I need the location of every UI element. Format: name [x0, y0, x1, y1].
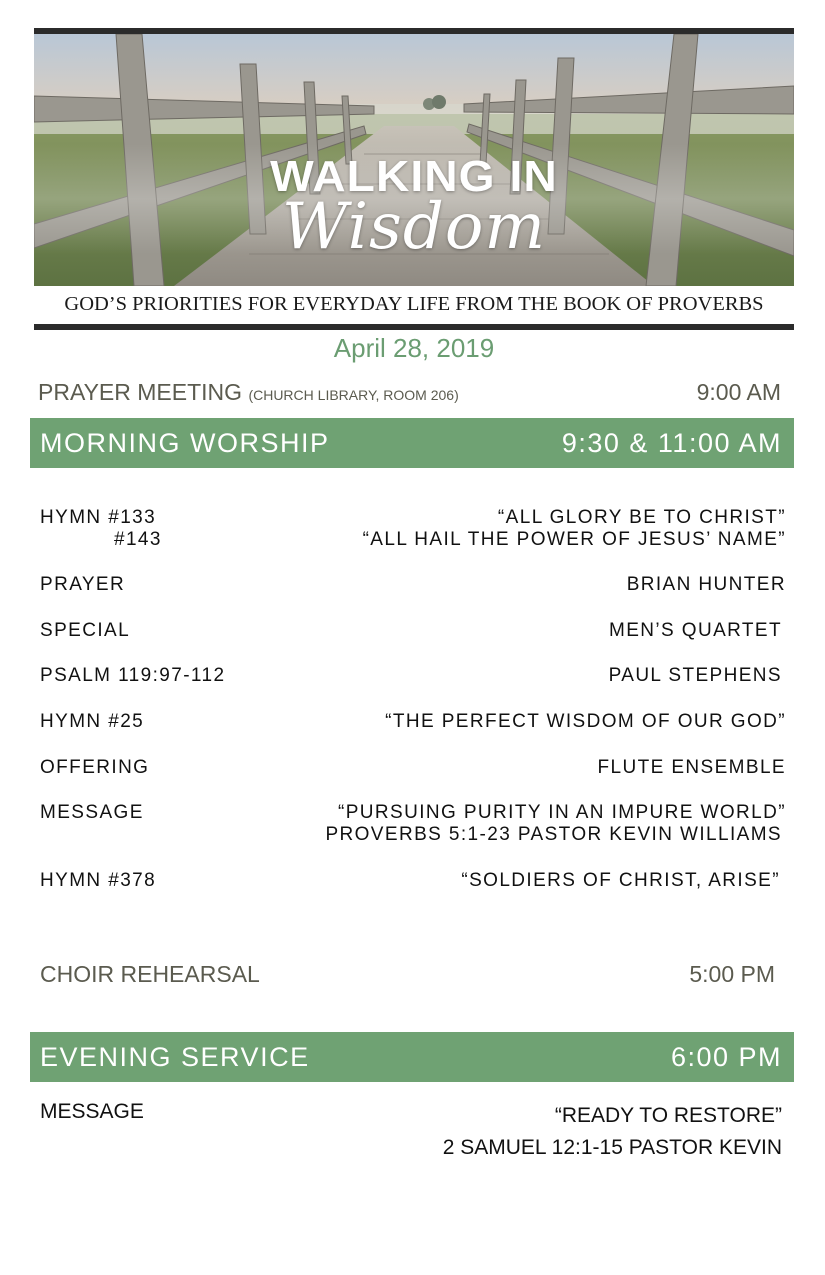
series-title-line2: Wisdom: [281, 190, 547, 264]
evening-service-time: 6:00 PM: [670, 1042, 782, 1072]
order-item-label: PSALM 119:97-112: [40, 665, 226, 686]
prayer-meeting-time: 9:00 AM: [696, 379, 781, 405]
order-item-label: #143: [114, 529, 162, 550]
list-item: [40, 507, 786, 529]
list-item: [40, 757, 786, 779]
order-item-label: HYMN #133: [40, 507, 157, 528]
evening-service-header: [30, 1032, 794, 1082]
order-item-label: MESSAGE: [40, 802, 144, 823]
morning-worship-title: MORNING WORSHIP: [40, 428, 330, 458]
morning-worship-time: 9:30 & 11:00 AM: [561, 428, 782, 458]
list-item: [40, 802, 786, 846]
order-item-label: SPECIAL: [40, 620, 131, 641]
series-subtitle: GOD’S PRIORITIES FOR EVERYDAY LIFE FROM THE BOOK OF PROVERBS: [64, 293, 764, 315]
evening-message-detail: [443, 1100, 782, 1164]
order-item-label: HYMN #378: [40, 870, 157, 891]
morning-worship-header: [30, 418, 794, 468]
header-banner-image: [34, 34, 794, 286]
order-item-label: OFFERING: [40, 757, 150, 778]
choir-rehearsal-label: CHOIR REHEARSAL: [40, 961, 260, 987]
bulletin-date: April 28, 2019: [333, 333, 495, 363]
series-title-line1: WALKING IN: [270, 152, 558, 201]
order-item-detail: [325, 802, 786, 846]
order-item-label: PRAYER: [40, 574, 126, 595]
list-item: [40, 665, 786, 687]
order-item-detail: “THE PERFECT WISDOM OF OUR GOD”: [385, 711, 786, 732]
message-reference: PROVERBS 5:1-23 PASTOR KEVIN WILLIAMS: [325, 824, 782, 845]
prayer-meeting-title: PRAYER MEETING: [38, 379, 243, 405]
order-item-detail: MEN’S QUARTET: [608, 620, 782, 641]
order-item-detail: FLUTE ENSEMBLE: [597, 757, 786, 778]
bottom-rule: [34, 324, 794, 330]
choir-rehearsal-time: 5:00 PM: [689, 961, 775, 987]
prayer-meeting-label: [38, 379, 459, 406]
evening-message-title: “READY TO RESTORE”: [554, 1104, 782, 1127]
list-item: [40, 1100, 782, 1164]
list-item: [40, 574, 786, 596]
order-item-detail: “ALL GLORY BE TO CHRIST”: [497, 507, 786, 528]
order-item-label: HYMN #25: [40, 711, 145, 732]
list-item: [40, 529, 786, 551]
evening-message-reference: 2 SAMUEL 12:1-15 PASTOR KEVIN: [442, 1136, 782, 1159]
prayer-meeting-location: (CHURCH LIBRARY, ROOM 206): [248, 387, 459, 403]
list-item: [40, 870, 786, 892]
list-item: [40, 620, 786, 642]
order-item-detail: “SOLDIERS OF CHRIST, ARISE”: [461, 870, 780, 891]
evening-service-title: EVENING SERVICE: [40, 1042, 310, 1072]
message-title: “PURSUING PURITY IN AN IMPURE WORLD”: [337, 802, 786, 823]
evening-message-label: MESSAGE: [40, 1100, 144, 1123]
order-item-detail: “ALL HAIL THE POWER OF JESUS’ NAME”: [362, 529, 786, 550]
order-item-detail: BRIAN HUNTER: [626, 574, 786, 595]
order-item-detail: PAUL STEPHENS: [608, 665, 782, 686]
list-item: [40, 711, 786, 733]
